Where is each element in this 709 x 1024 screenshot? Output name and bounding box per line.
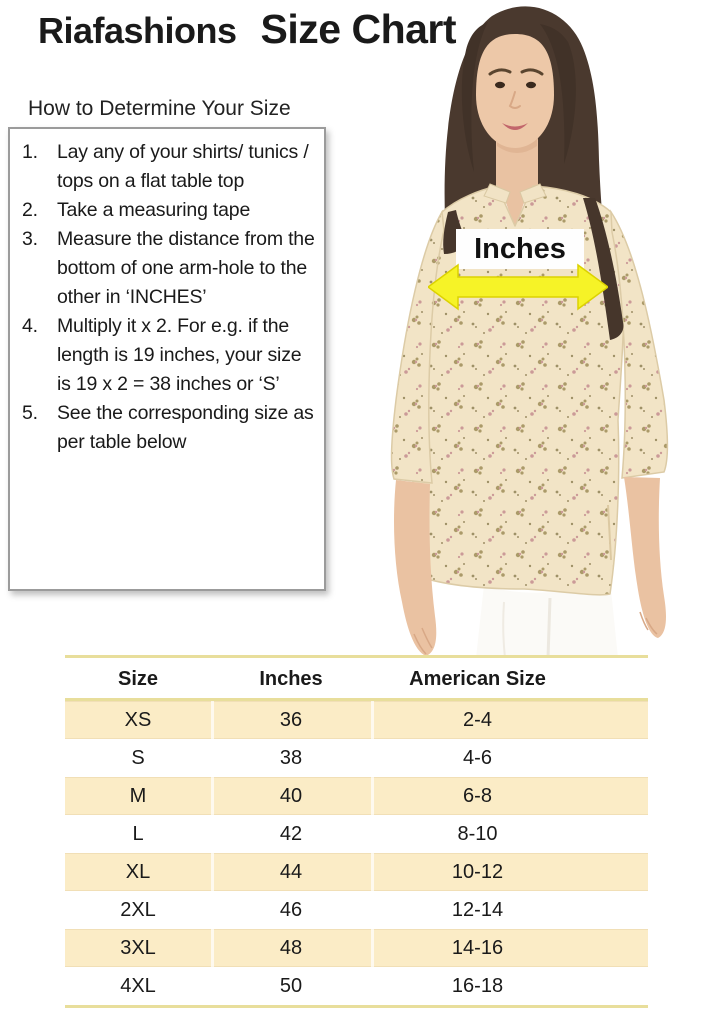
table-row <box>65 777 648 815</box>
eye-right <box>526 82 536 88</box>
american-size-cell: 8-10 <box>457 823 498 845</box>
eye-left <box>495 82 505 88</box>
american-size-cell: 2-4 <box>371 701 648 739</box>
size-cell: 4XL <box>120 975 156 997</box>
size-table-body <box>65 701 648 1005</box>
inches-cell: 42 <box>279 823 303 845</box>
size-table-header <box>65 658 648 701</box>
inches-cell: 50 <box>279 975 303 997</box>
instruction-item: Lay any of your shirts/ tunics / tops on a flat table top <box>57 141 309 192</box>
size-cell: 3XL <box>120 937 156 959</box>
instruction-item: Measure the distance from the bottom of one arm-hole to the other in ‘INCHES’ <box>57 228 315 308</box>
american-size-cell: 6-8 <box>371 777 648 815</box>
size-cell: 2XL <box>120 899 156 921</box>
american-size-cell: 10-12 <box>371 853 648 891</box>
size-cell: XL <box>125 861 151 883</box>
inches-cell: 46 <box>279 899 303 921</box>
table-row <box>65 891 648 929</box>
inches-cell: 36 <box>211 701 371 739</box>
table-row <box>65 967 648 1005</box>
column-header: American Size <box>409 668 546 690</box>
instruction-item: Multiply it x 2. For e.g. if the length is 19 inches, your size is 19 x 2 = 38 inches or ‘S’ <box>57 315 302 395</box>
size-table <box>65 655 648 1008</box>
size-cell: M <box>129 785 147 807</box>
american-size-cell: 16-18 <box>451 975 504 997</box>
section-heading: How to Determine Your Size <box>28 97 291 120</box>
measure-arrow-icon <box>428 262 608 312</box>
inches-cell: 48 <box>211 929 371 967</box>
model-photo <box>384 0 709 658</box>
american-size-cell: 14-16 <box>371 929 648 967</box>
instructions-list <box>10 138 320 457</box>
page-title: Size Chart <box>260 6 457 52</box>
table-row <box>65 815 648 853</box>
inches-cell: 38 <box>279 747 303 769</box>
instruction-item: Take a measuring tape <box>57 199 251 221</box>
model-illustration <box>384 0 709 658</box>
american-size-cell: 12-14 <box>451 899 504 921</box>
column-header: Size <box>117 668 159 690</box>
table-row <box>65 739 648 777</box>
size-cell: L <box>132 823 144 845</box>
table-row <box>65 929 648 967</box>
instruction-box <box>8 127 326 591</box>
pants-crease <box>548 598 550 658</box>
table-row <box>65 853 648 891</box>
size-cell: XS <box>124 709 152 731</box>
brand-name: Riafashions <box>38 10 237 51</box>
size-cell: S <box>131 747 145 769</box>
american-size-cell: 4-6 <box>463 747 492 769</box>
arm-right <box>624 477 666 638</box>
inches-cell: 44 <box>211 853 371 891</box>
column-header: Inches <box>259 668 323 690</box>
inches-cell: 40 <box>211 777 371 815</box>
table-row <box>65 701 648 739</box>
instruction-item: See the corresponding size as per table below <box>57 402 314 453</box>
inches-label: Inches <box>456 229 584 269</box>
